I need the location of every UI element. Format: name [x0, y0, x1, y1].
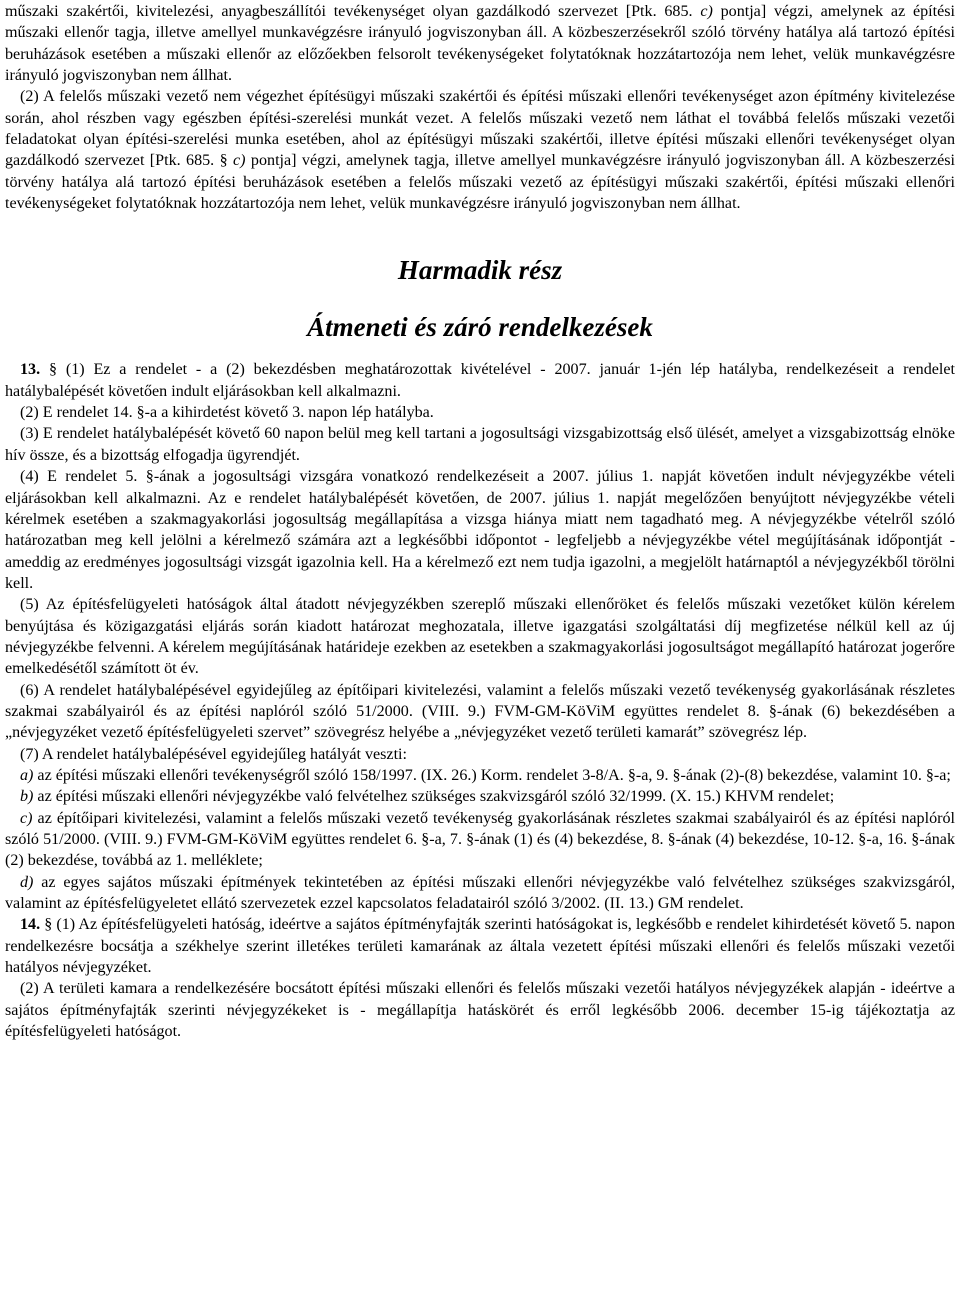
text-run: § (1) Ez a rendelet - a (2) bekezdésben meghatározottak kivételével - 2007. január 1-jén lép hatályba, rendelkezéseit a rendelet hatálybalépését követően indult eljárásokban kell alkalmazni. — [5, 361, 955, 400]
section-14-paragraph-2: (2) A területi kamara a rendelkezésére bocsátott építési műszaki ellenőri és felelős műszaki vezetői hatályos névjegyzékek alapján - ideértve a sajátos építményfajták szerinti névjegyzékeket is - megállapítja hatáskörét és erről legkésőbb 2006. december 15-ig tájékoztatja az építésfelügyeleti hatóságot. — [5, 980, 955, 1041]
repeal-item-b — [5, 786, 955, 807]
text-run: az építési műszaki ellenőri tevékenységről szóló 158/1997. (IX. 26.) Korm. rendelet 3-8/A. §-a, 9. §-ának (2)-(8) bekezdése, valamint 10. §-a; — [33, 766, 951, 784]
text-run: az egyes sajátos műszaki építmények tekintetében az építési műszaki ellenőri névjegyzékbe való felvételhez szükséges szakvizsgáról, valamint az építésfelügyeletet ellátó szervezetek ezzel kapcsolatos feladatairól szóló 3/2002. (II. 13.) GM rendelet. — [5, 873, 955, 913]
text-run: § (1) Az építésfelügyeleti hatóság, ideértve a sajátos építményfajták szerinti hatóságokat is, legkésőbb e rendelet kihirdetését követő 5. napon rendelkezésre bocsátja a székhelye szerint illetékes területi kamarának az általa vezetett építési műszaki ellenőri és felelős műszaki vezetői hatályos névjegyzéket. — [5, 916, 955, 977]
point-label: c) — [700, 3, 713, 20]
paragraph-continued — [5, 1, 955, 86]
section-14-paragraph-1 — [5, 914, 955, 978]
repeal-item-a — [5, 765, 955, 786]
section-13-paragraph-6: (6) A rendelet hatálybalépésével egyidejűleg az építőipari kivitelezési, valamint a felelős műszaki vezető tevékenység gyakorlásának részletes szakmai szabályairól és az építési naplóról szóló 51/2000. (VIII. 9.) FVM-GM-KöViM együttes rendelet 8. §-ának (6) bekezdésében a „névjegyzéket vezető építésfelügyeleti szervet” szövegrész helyébe a „névjegyzéket vezető területi kamarát” szövegrész lép. — [5, 681, 955, 742]
section-13-paragraph-3: (3) E rendelet hatálybalépését követő 60 napon belül meg kell tartani a jogosultsági vizsgabizottság első ülését, amelyet a vizsgabizottság elnöke hív össze, és a bizottság elfogadja ügyrendjét. — [5, 425, 955, 464]
text-run: műszaki szakértői, kivitelezési, anyagbeszállítói tevékenységet olyan gazdálkodó szervezet [Ptk. 685. — [5, 3, 701, 20]
section-13-paragraph-7: (7) A rendelet hatálybalépésével egyidejűleg hatályát veszti: — [20, 745, 407, 763]
repeal-item-c — [5, 808, 955, 872]
paragraph-2 — [5, 86, 955, 214]
section-number: 13. — [20, 361, 41, 379]
part-title-heading: Átmeneti és záró rendelkezések — [307, 312, 653, 343]
point-label: c) — [233, 152, 246, 170]
repeal-item-d — [5, 872, 955, 915]
point-label: a) — [20, 766, 34, 784]
part-heading: Harmadik rész — [397, 255, 563, 286]
point-label: c) — [20, 809, 33, 827]
point-label: d) — [20, 873, 34, 891]
point-label: b) — [20, 788, 34, 806]
section-13-paragraph-1 — [5, 359, 955, 402]
text-run: (2) A felelős műszaki vezető nem végezhet építésügyi műszaki szakértői és építési műszaki ellenőri tevékenységet azon építmény kivitelezése során, ahol részben vagy egészben építési-szerelési munkát vezet. A felelős műszaki vezető nem láthat el továbbá felelős műszaki vezetői feladatokat olyan építési-szerelési munka esetében, ahol az építésügyi műszaki szakértői, illetve építési műszaki ellenőri tevékenységet olyan gazdálkodó szervezet [Ptk. 685. § — [5, 88, 955, 170]
section-13-paragraph-2: (2) E rendelet 14. §-a a kihirdetést követő 3. napon lép hatályba. — [20, 404, 434, 422]
text-run: pontja] végzi, amelynek tagja, illetve amellyel munkavégzésre irányuló jogviszonyban áll. A közbeszerzési törvény hatálya alá tartozó építési beruházások esetében a felelős műszaki vezető az építésügyi műszaki szakértői, építési műszaki ellenőri tevékenységeket folytatóknak hozzátartozója nem lehet, velük munkavégzésre irányuló jogviszonyban nem állhat. — [5, 152, 956, 213]
text-run: pontja] végzi, amelynek az építési műszaki ellenőr tagja, illetve amellyel munkavégzésre irányuló jogviszonyban áll. A közbeszerzésekről szóló törvény hatálya alá tartozó építési beruházások esetében a műszaki ellenőr az előzőekben felsorolt tevékenységeket folytatóknak hozzátartozója nem lehet, velük munkavégzésre irányuló jogviszonyban nem állhat. — [5, 3, 956, 85]
text-run: az építőipari kivitelezési, valamint a felelős műszaki vezető tevékenység gyakorlásának részletes szakmai szabályairól és az építési naplóról szóló 51/2000. (VIII. 9.) FVM-GM-KöViM együttes rendelet 6. §-a, 7. §-ának (1) és (4) bekezdése, 8. §-ának (4) bekezdése, 10-12. §-a, 16. §-ának (2) bekezdése, továbbá az 1. melléklete; — [5, 809, 955, 870]
text-run: az építési műszaki ellenőri névjegyzékbe való felvételhez szükséges szakvizsgáról szóló 32/1999. (X. 15.) KHVM rendelet; — [33, 788, 835, 806]
section-number: 14. — [20, 916, 41, 934]
section-13-paragraph-5: (5) Az építésfelügyeleti hatóságok által átadott névjegyzékben szereplő műszaki ellenőröket és felelős műszaki vezetőket külön kérelem benyújtása és közigazgatási eljárás során kiadott határozat meghozatala, illetve igazgatási szolgáltatási díj megfizetése nélkül kell az új névjegyzékbe felvenni. A kérelem megújításának határideje ezekben az esetekben a szakmagyakorlási jogosultságot megállapító határozat jogerőre emelkedésétől számított öt év. — [5, 596, 955, 678]
section-13-paragraph-4: (4) E rendelet 5. §-ának a jogosultsági vizsgára vonatkozó rendelkezéseit a 2007. július 1. napját követően indult névjegyzékbe vételi eljárásokban kell alkalmazni. Az e rendelet hatálybalépését követően, de 2007. július 1. napját megelőzően benyújtott névjegyzékbe vételi kérelmek esetében a szakmagyakorlási jogosultság megállapítása a vizsga hiánya miatt nem tagadható meg. A névjegyzékbe vételről szóló határozatban meg kell jelölni a kérelmező számára azt a legkésőbbi időpontot - legfeljebb a névjegyzékbe vétel megújításának időpontját - ameddig az eredményes jogosultsági vizsgát igazolnia kell. Ha a kérelmező ezt nem tudja igazolni, a megjelölt határnaptól a névjegyzékből törölni kell. — [5, 468, 955, 592]
